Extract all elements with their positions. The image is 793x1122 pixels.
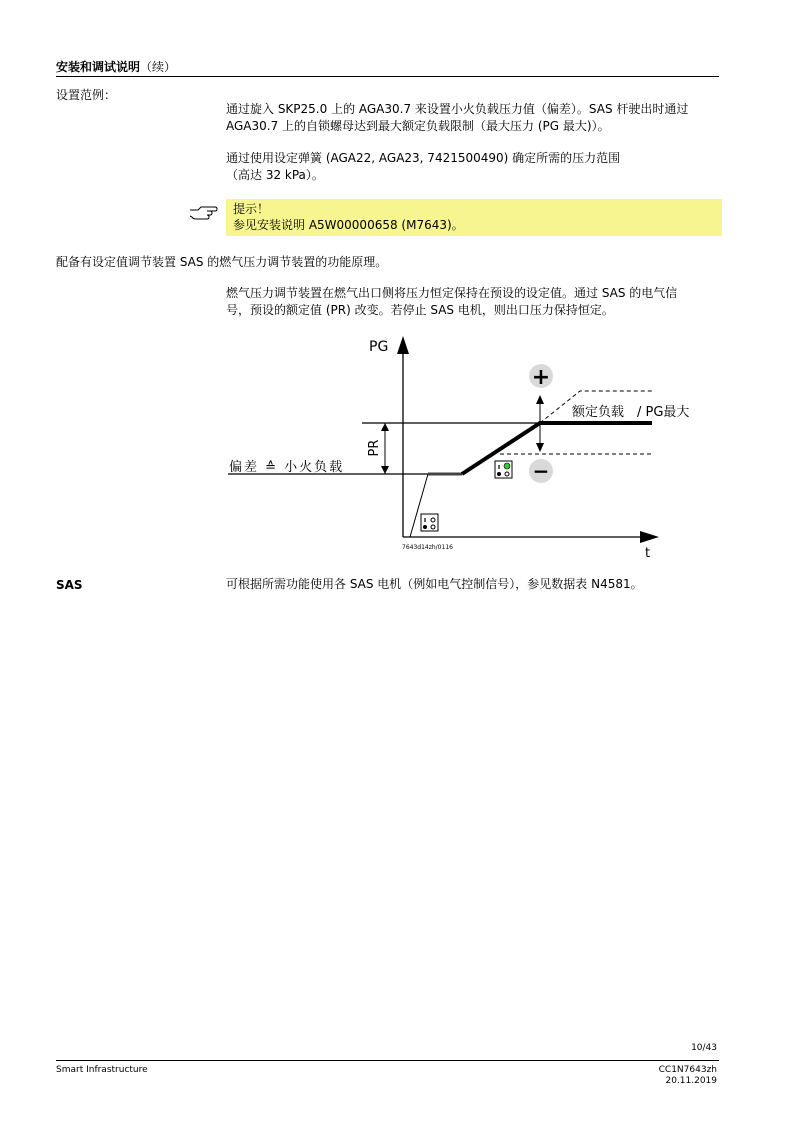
paragraph-line: 号，预设的额定值 (PR) 改变。若停止 SAS 电机，则出口压力保持恒定。 <box>226 303 614 317</box>
y-axis-label: PG <box>369 339 389 355</box>
paragraph-line: 通过使用设定弹簧 (AGA22, AGA23, 7421500490) 确定所需的压力范围 <box>226 151 621 165</box>
x-axis-label: t <box>645 546 651 561</box>
pr-arrow-down <box>381 466 389 474</box>
header-title-continued: （续） <box>140 60 177 74</box>
section-heading-principle: 配备有设定值调节装置 SAS 的燃气压力调节装置的功能原理。 <box>56 255 388 269</box>
pr-arrow-up <box>381 423 389 431</box>
note-title: 提示！ <box>233 202 270 216</box>
low-fire-label: 偏差 ≙ 小火负载 <box>229 460 345 475</box>
minus-icon: − <box>532 459 550 483</box>
adjust-arrow-down <box>536 443 544 452</box>
footer-company: Smart Infrastructure <box>56 1065 148 1075</box>
section-label-example: 设置范例： <box>56 88 117 102</box>
footer-doc-info <box>659 1065 717 1087</box>
sas-label: SAS <box>56 578 83 592</box>
y-axis-arrow <box>397 336 409 354</box>
rated-load-label: 额定负载 / PG最大 <box>572 405 690 420</box>
header-title-text: 安装和调试说明 <box>56 60 141 74</box>
plus-icon: + <box>531 365 551 390</box>
sas-description: 可根据所需功能使用各 SAS 电机（例如电气控制信号），参见数据表 N4581。 <box>226 577 643 591</box>
paragraph-line: （高达 32 kPa）。 <box>226 168 324 182</box>
paragraph-line: AGA30.7 上的自锁螺母达到最大额定负载限制（最大压力 (PG 最大)）。 <box>226 119 610 133</box>
paragraph-line: 通过旋入 SKP25.0 上的 AGA30.7 来设置小火负载压力值（偏差）。SAS 杆驶出时通过 <box>226 102 689 116</box>
figure-id: 7643d14zh/0116 <box>402 544 453 551</box>
footer-doc-id: CC1N7643zh <box>658 1065 717 1075</box>
note-text: 参见安装说明 A5W00000658 (M7643)。 <box>233 218 464 232</box>
paragraph-line: 燃气压力调节装置在燃气出口侧将压力恒定保持在预设的设定值。通过 SAS 的电气信 <box>226 286 678 300</box>
adjust-arrow-up <box>536 395 544 404</box>
led-indicator-icon <box>504 463 510 469</box>
page-number: 10/43 <box>691 1043 717 1053</box>
sas-switch-icon-active <box>495 461 512 478</box>
footer-rule <box>56 1060 719 1061</box>
footer-date: 20.11.2019 <box>665 1076 717 1086</box>
x-axis-arrow <box>640 531 659 543</box>
pressure-profile-line <box>462 423 652 474</box>
sas-switch-icon-idle <box>421 514 438 531</box>
pr-label: PR <box>367 439 382 457</box>
